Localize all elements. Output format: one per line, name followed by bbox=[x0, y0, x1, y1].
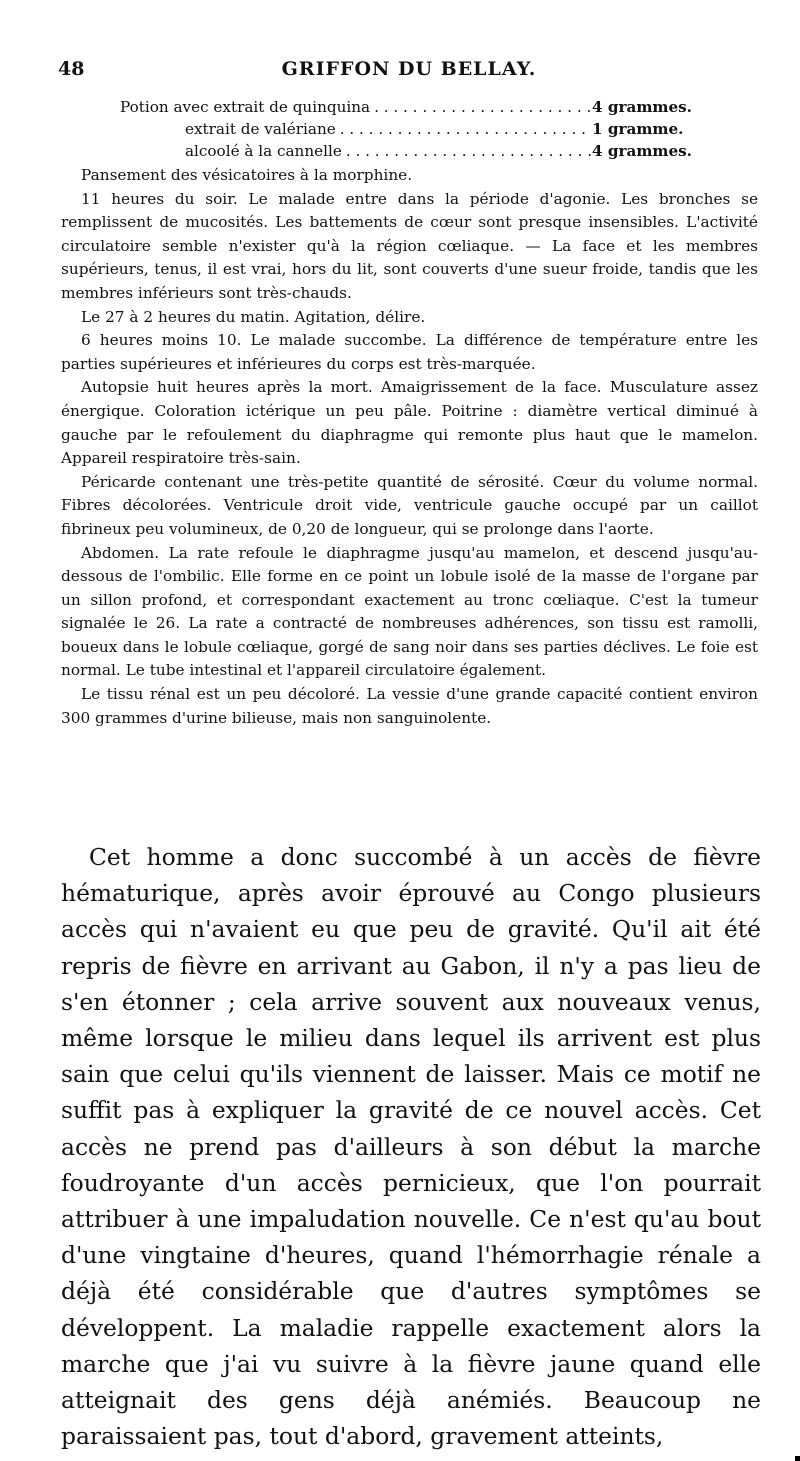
formula-quantity: 4 grammes. bbox=[592, 98, 692, 116]
formula-ingredient: Potion avec extrait de quinquina bbox=[120, 98, 371, 116]
paragraph: 11 heures du soir. Le malade entre dans la période d'agonie. Les bronches se remplissent de mucosités. Les battements de cœur sont presque insensibles. L'activité circulatoire semble n'exister qu'à la région cœliaque. — La face et les membres supérieurs, tenus, il est vrai, hors du lit, sont couverts d'une sueur froide, tandis que les membres inférieurs sont très-chauds. bbox=[61, 189, 758, 302]
formula-ingredient: extrait de valériane bbox=[185, 120, 336, 138]
dot-leader bbox=[336, 120, 592, 138]
formula-row bbox=[120, 98, 710, 120]
paragraph: Le tissu rénal est un peu décoloré. La vessie d'une grande capacité contient environ 300 grammes d'urine bilieuse, mais non sanguinolente. bbox=[61, 685, 758, 727]
formula-quantity: 4 grammes. bbox=[592, 142, 692, 160]
paragraph: 6 heures moins 10. Le malade succombe. La différence de température entre les parties supérieures et inférieures du corps est très-marquée. bbox=[61, 331, 758, 373]
formula-row bbox=[120, 120, 710, 142]
dot-leader bbox=[342, 142, 592, 160]
page-header bbox=[58, 58, 760, 84]
page-number: 48 bbox=[58, 58, 85, 80]
scan-speck bbox=[795, 1456, 800, 1461]
dot-leader bbox=[370, 98, 592, 116]
case-notes bbox=[61, 164, 758, 730]
paragraph: Autopsie huit heures après la mort. Amaigrissement de la face. Musculature assez énergique. Coloration ictérique un peu pâle. Poitrine : diamètre vertical diminué à gauche par le refoulement du diaphragme qui remonte plus haut que le mamelon. Appareil respiratoire très-sain. bbox=[61, 378, 758, 468]
prescription-formula bbox=[120, 98, 710, 164]
paragraph: Le 27 à 2 heures du matin. Agitation, délire. bbox=[81, 307, 426, 326]
paragraph: Cet homme a donc succombé à un accès de fièvre hématurique, après avoir éprouvé au Congo plusieurs accès qui n'avaient eu que peu de gravité. Qu'il ait été repris de fièvre en arrivant au Gabon, il n'y a pas lieu de s'en étonner ; cela arrive souvent aux nouveaux venus, même lorsque le milieu dans lequel ils arrivent est plus sain que celui qu'ils viennent de laisser. Mais ce motif ne suffit pas à expliquer la gravité de ce nouvel accès. Cet accès ne prend pas d'ailleurs à son début la marche foudroyante d'un accès pernicieux, que l'on pourrait attribuer à une impaludation nouvelle. Ce n'est qu'au bout d'une vingtaine d'heures, quand l'hémorrhagie rénale a déjà été considérable que d'autres symptômes se développent. La maladie rappelle exactement alors la marche que j'ai vu suivre à la fièvre jaune quand elle atteignait des gens déjà anémiés. Beaucoup ne paraissaient pas, tout d'abord, gravement atteints, bbox=[61, 843, 761, 1451]
paragraph: Pansement des vésicatoires à la morphine. bbox=[81, 166, 413, 184]
paragraph: Péricarde contenant une très-petite quantité de sérosité. Cœur du volume normal. Fibres décolorées. Ventricule droit vide, ventricule gauche occupé par un caillot fibrineux peu volumineux, de 0,20 de longueur, qui se prolonge dans l'aorte. bbox=[61, 472, 758, 538]
running-title: GRIFFON DU BELLAY. bbox=[281, 58, 537, 80]
formula-quantity: 1 gramme. bbox=[592, 120, 684, 138]
discussion-text bbox=[61, 839, 761, 1454]
paragraph: Abdomen. La rate refoule le diaphragme jusqu'au mamelon, et descend jusqu'au-dessous de l'ombilic. Elle forme en ce point un lobule isolé de la masse de l'organe par un sillon profond, et correspondant exactement au tronc cœliaque. C'est la tumeur signalée le 26. La rate a contracté de nombreuses adhérences, son tissu est ramolli, boueux dans le lobule cœliaque, gorgé de sang noir dans ses parties déclives. Le foie est normal. Le tube intestinal et l'appareil circulatoire également. bbox=[61, 543, 758, 680]
formula-row bbox=[120, 142, 710, 164]
formula-ingredient: alcoolé à la cannelle bbox=[185, 142, 342, 160]
